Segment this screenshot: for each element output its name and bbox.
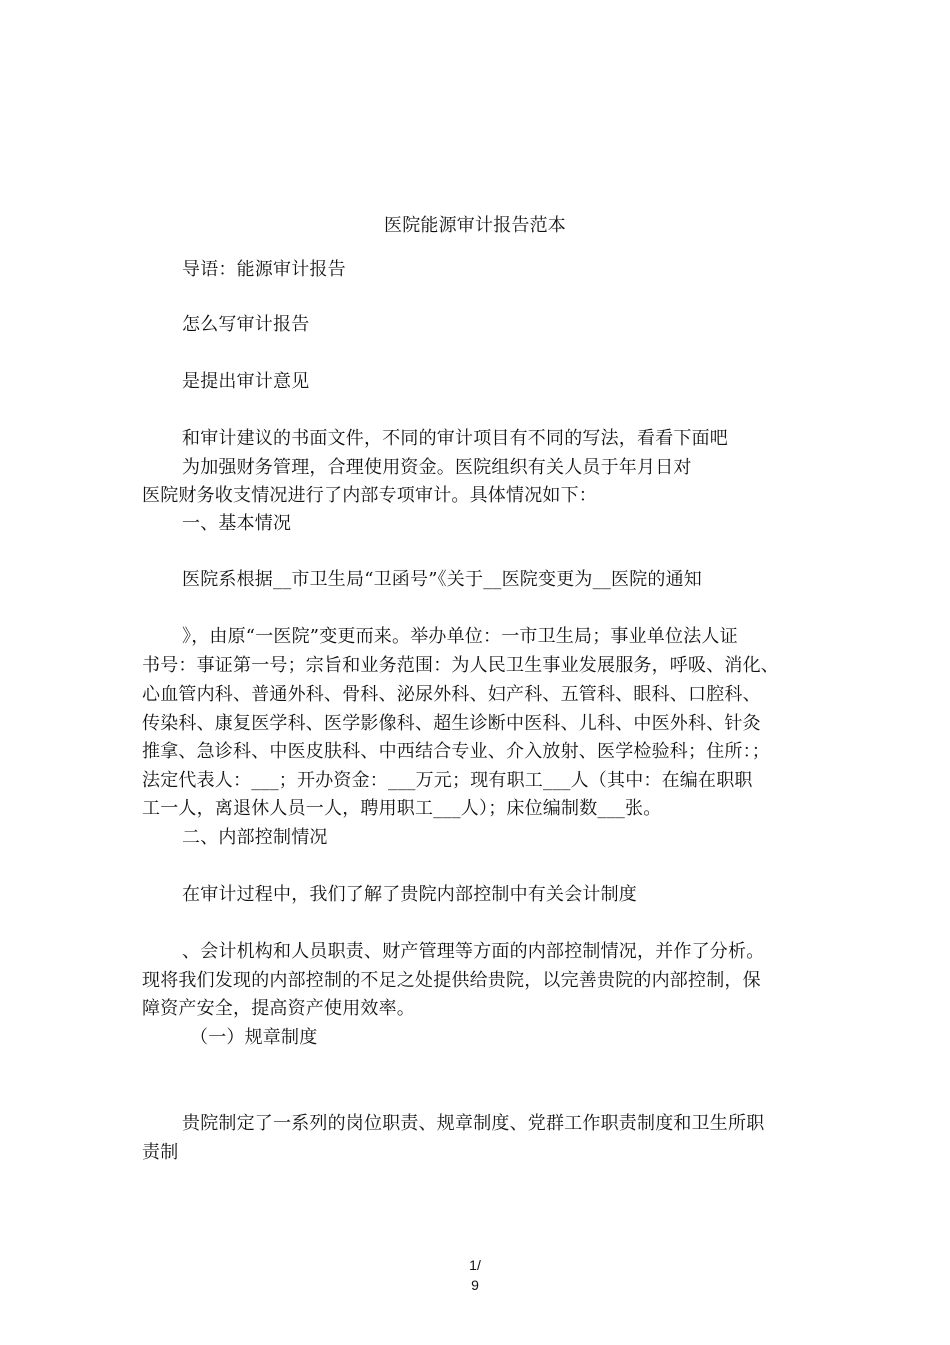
paragraph-line: 在审计过程中，我们了解了贵院内部控制中有关会计制度 [182,884,637,905]
paragraph-line: 障资产安全，提高资产使用效率。 [142,998,415,1019]
paragraph-line: 导语：能源审计报告 [182,259,346,280]
paragraph-line: 书号：事证第一号；宗旨和业务范围：为人民卫生事业发展服务，呼吸、消化、 [142,655,779,676]
paragraph-line: 是提出审计意见 [182,371,310,392]
paragraph-line: 》，由原“一医院”变更而来。举办单位：一市卫生局；事业单位法人证 [182,626,738,647]
paragraph-line: 现将我们发现的内部控制的不足之处提供给贵院，以完善贵院的内部控制，保 [142,970,761,991]
page-number-top: 1/ [469,1257,481,1273]
page-number-bottom: 9 [471,1277,479,1293]
paragraph-line: 法定代表人：___；开办资金：___万元；现有职工___人（其中：在编在职职 [142,770,753,791]
document-title: 医院能源审计报告范本 [384,215,566,236]
section-heading: 二、内部控制情况 [182,827,328,848]
paragraph-line: 贵院制定了一系列的岗位职责、规章制度、党群工作职责制度和卫生所职 [182,1113,765,1134]
paragraph-line: 心血管内科、普通外科、骨科、泌尿外科、妇产科、五管科、眼科、口腔科、 [142,684,761,705]
paragraph-line: 为加强财务管理，合理使用资金。医院组织有关人员于年月日对 [182,457,692,478]
paragraph-line: 推拿、急诊科、中医皮肤科、中西结合专业、介入放射、医学检验科；住所：； [142,741,770,762]
section-heading: 一、基本情况 [182,513,292,534]
paragraph-line: 传染科、康复医学科、医学影像科、超生诊断中医科、儿科、中医外科、针灸 [142,713,761,734]
paragraph-line: 责制 [142,1142,179,1163]
paragraph-line: 、会计机构和人员职责、财产管理等方面的内部控制情况，并作了分析。 [182,941,765,962]
paragraph-line: 怎么写审计报告 [182,314,310,335]
paragraph-line: 和审计建议的书面文件，不同的审计项目有不同的写法，看看下面吧 [182,428,728,449]
subsection-heading: （一）规章制度 [190,1027,318,1048]
paragraph-line: 医院系根据__市卫生局“卫函号”《关于__医院变更为__医院的通知 [182,569,703,590]
paragraph-line: 工一人，离退休人员一人，聘用职工___人）；床位编制数___张。 [142,798,662,819]
paragraph-line: 医院财务收支情况进行了内部专项审计。具体情况如下： [142,485,597,506]
